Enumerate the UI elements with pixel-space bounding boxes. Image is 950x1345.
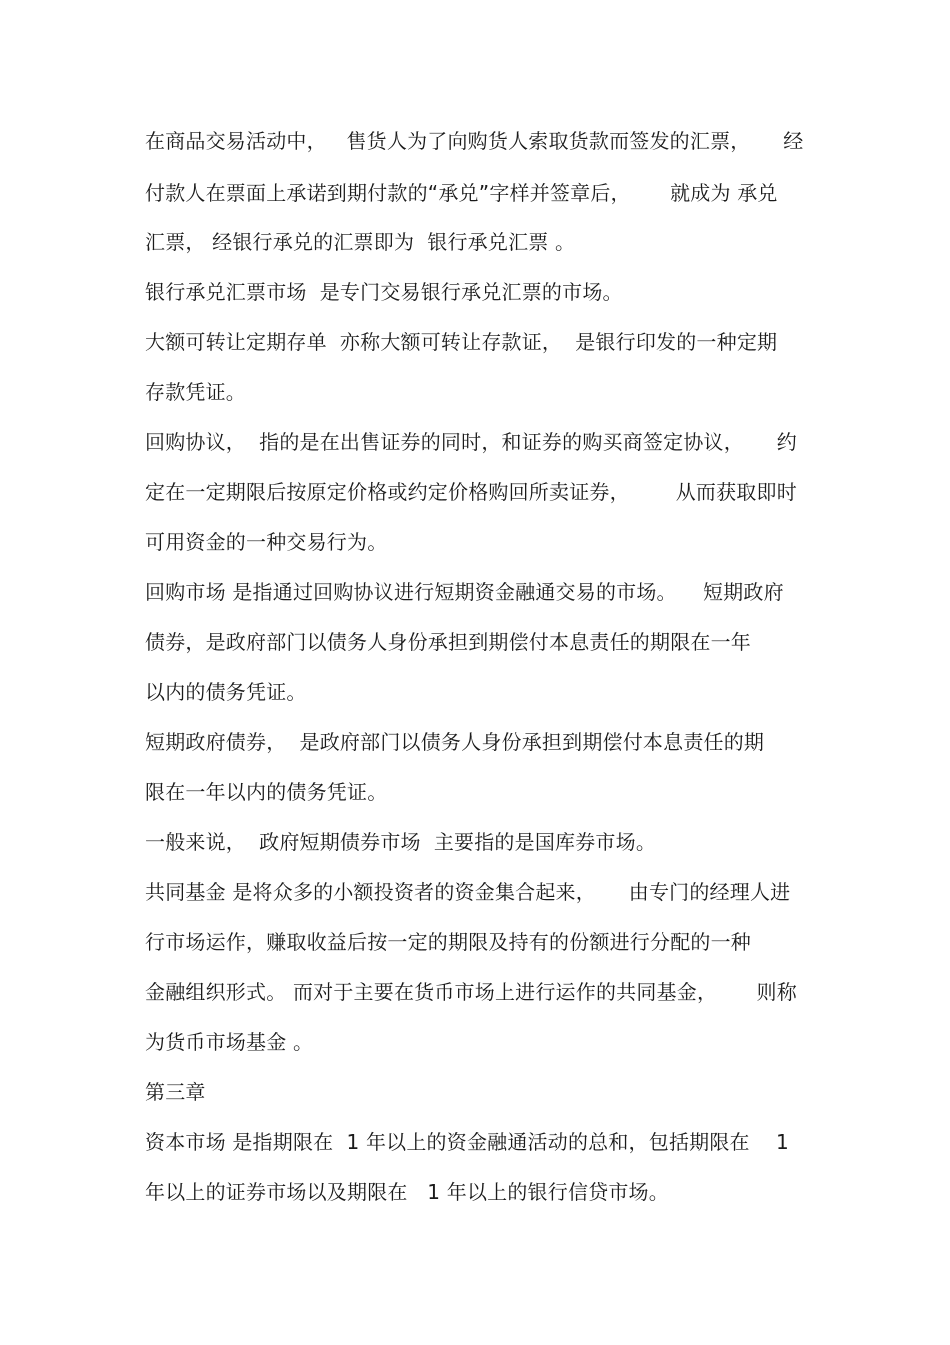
text-line: 付款人在票面上承诺到期付款的“承兑”字样并签章后， 就成为 承兑 (145, 181, 778, 205)
text-line: 共同基金 是将众多的小额投资者的资金集合起来， 由专门的经理人进 (145, 880, 791, 904)
text-line: 资本市场 是指期限在 1 年以上的资金融通活动的总和，包括期限在 1 (145, 1130, 789, 1154)
text-line: 回购市场 是指通过回购协议进行短期资金融通交易的市场。 短期政府 (145, 580, 784, 604)
text-line: 短期政府债券， 是政府部门以债务人身份承担到期偿付本息责任的期 (145, 730, 765, 754)
text-line: 金融组织形式。 而对于主要在货币市场上进行运作的共同基金， 则称 (145, 980, 797, 1004)
text-line: 为货币市场基金 。 (145, 1030, 314, 1054)
text-line: 回购协议， 指的是在出售证券的同时，和证券的购买商签定协议， 约 (145, 430, 797, 454)
text-line: 以内的债务凭证。 (145, 680, 307, 704)
text-line: 年以上的证券市场以及期限在 1 年以上的银行信贷市场。 (145, 1180, 669, 1204)
text-line: 可用资金的一种交易行为。 (145, 530, 388, 554)
text-line: 大额可转让定期存单 亦称大额可转让存款证， 是银行印发的一种定期 (145, 330, 778, 354)
text-line: 一般来说， 政府短期债券市场 主要指的是国库券市场。 (145, 830, 657, 854)
text-line: 银行承兑汇票市场 是专门交易银行承兑汇票的市场。 (145, 280, 623, 304)
text-line: 债券，是政府部门以债务人身份承担到期偿付本息责任的期限在一年 (145, 630, 751, 654)
text-line: 行市场运作，赚取收益后按一定的期限及持有的份额进行分配的一种 (145, 930, 751, 954)
text-line: 定在一定期限后按原定价格或约定价格购回所卖证券， 从而获取即时 (145, 480, 797, 504)
text-line: 限在一年以内的债务凭证。 (145, 780, 388, 804)
text-line: 汇票， 经银行承兑的汇票即为 银行承兑汇票 。 (145, 230, 576, 254)
text-line: 存款凭证。 (145, 380, 246, 404)
text-line: 在商品交易活动中， 售货人为了向购货人索取货款而签发的汇票， 经 (145, 129, 804, 153)
chapter-heading: 第三章 (145, 1080, 206, 1104)
